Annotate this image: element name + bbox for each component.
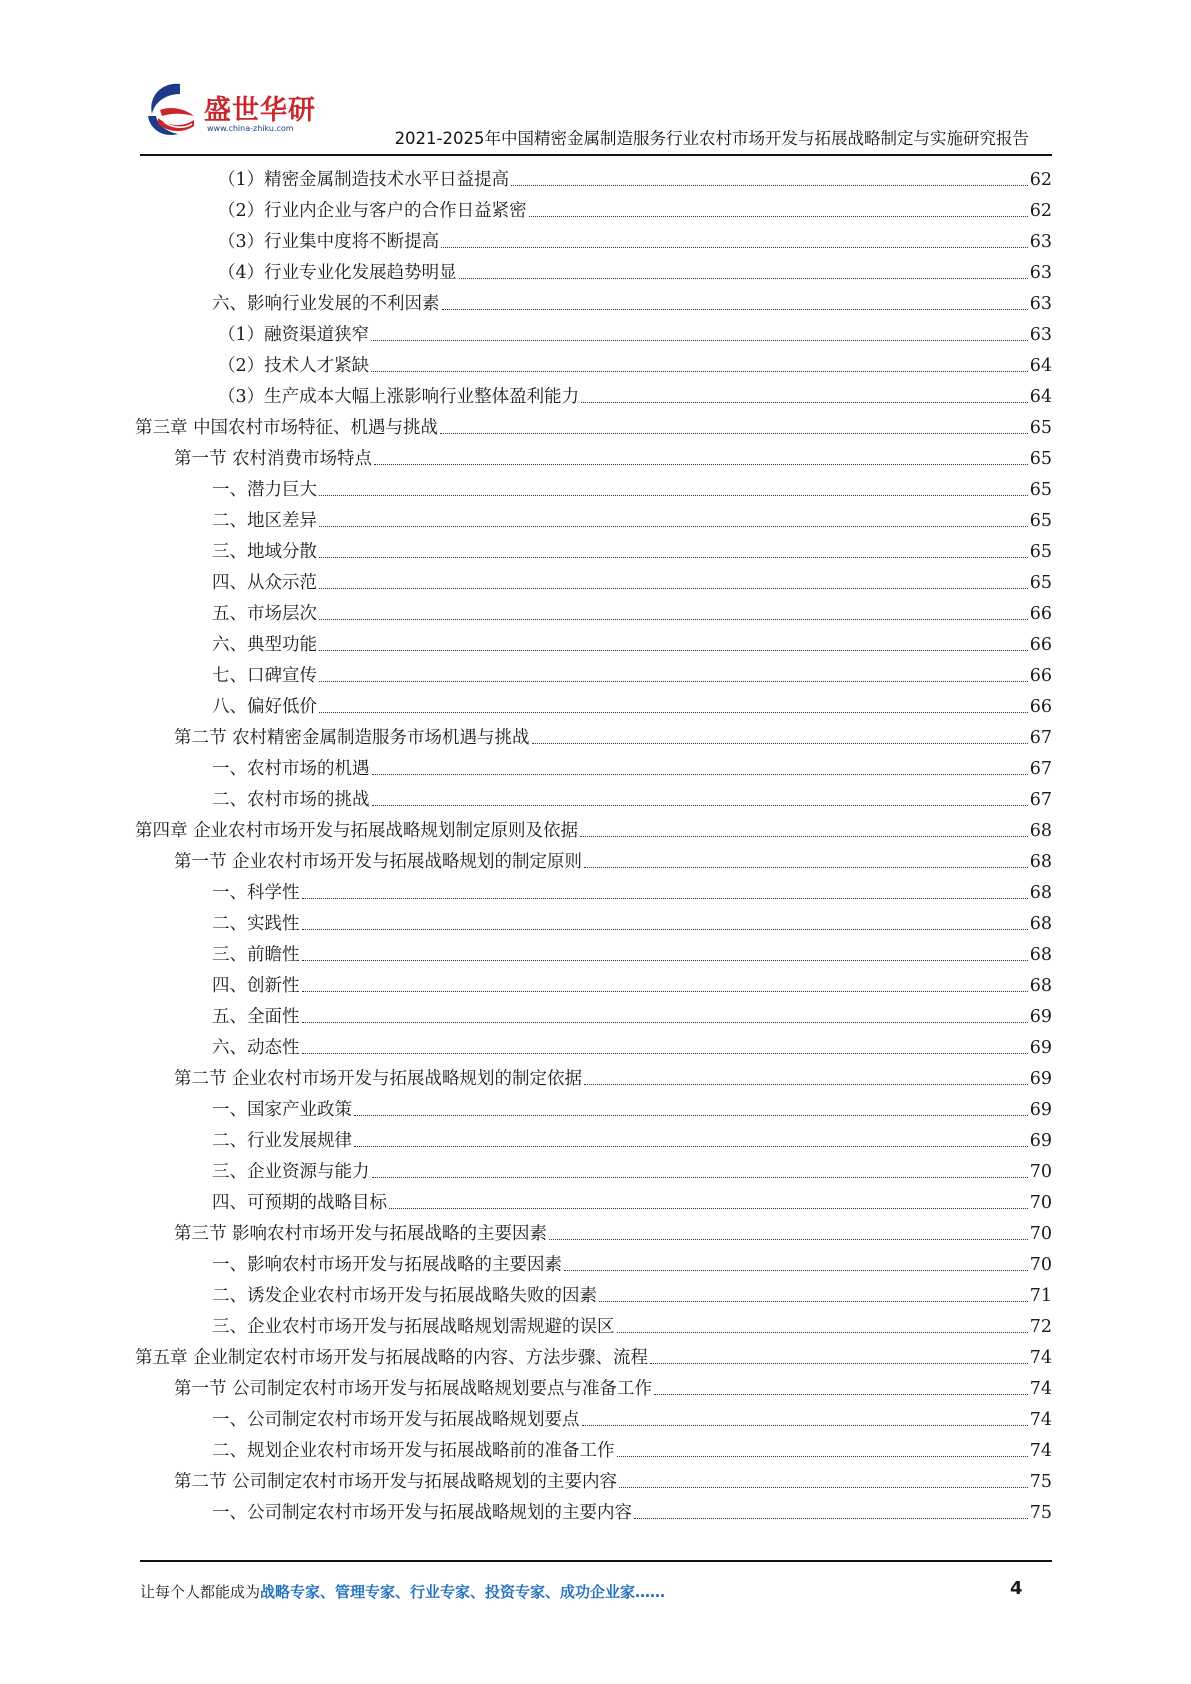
toc-entry-title: 五、全面性 bbox=[212, 1007, 300, 1027]
toc-dot-leader bbox=[584, 1084, 1028, 1085]
toc-entry-page: 68 bbox=[1029, 976, 1052, 996]
toc-entry-title: （3）行业集中度将不断提高 bbox=[218, 232, 440, 252]
toc-entry-page: 65 bbox=[1029, 542, 1052, 562]
toc-dot-leader bbox=[354, 1115, 1028, 1116]
toc-entry[interactable] bbox=[135, 811, 1052, 842]
toc-dot-leader bbox=[511, 185, 1028, 186]
toc-entry[interactable] bbox=[218, 315, 1052, 346]
toc-entry-title: 三、前瞻性 bbox=[212, 945, 300, 965]
toc-entry-page: 68 bbox=[1029, 852, 1052, 872]
toc-entry[interactable] bbox=[212, 594, 1052, 625]
toc-entry-page: 66 bbox=[1029, 635, 1052, 655]
toc-entry[interactable] bbox=[212, 1028, 1052, 1059]
toc-dot-leader bbox=[584, 867, 1028, 868]
logo-url: www.china-zhiku.com bbox=[207, 124, 294, 133]
toc-entry-page: 66 bbox=[1029, 666, 1052, 686]
toc-dot-leader bbox=[650, 1363, 1028, 1364]
page-number: 4 bbox=[1010, 1578, 1023, 1599]
toc-entry-title: 七、口碑宣传 bbox=[212, 666, 317, 686]
toc-dot-leader bbox=[442, 309, 1028, 310]
toc-entry[interactable] bbox=[212, 1276, 1052, 1307]
toc-dot-leader bbox=[634, 1518, 1028, 1519]
toc-entry-page: 65 bbox=[1029, 480, 1052, 500]
toc-entry[interactable] bbox=[212, 935, 1052, 966]
toc-dot-leader bbox=[302, 960, 1028, 961]
logo-mark-icon bbox=[140, 80, 208, 142]
toc-entry[interactable] bbox=[212, 873, 1052, 904]
toc-entry-title: 一、公司制定农村市场开发与拓展战略规划要点 bbox=[212, 1410, 580, 1430]
toc-entry-page: 75 bbox=[1029, 1472, 1052, 1492]
toc-entry[interactable] bbox=[174, 842, 1052, 873]
toc-entry-page: 63 bbox=[1029, 263, 1052, 283]
toc-dot-leader bbox=[302, 929, 1028, 930]
toc-dot-leader bbox=[582, 1425, 1028, 1426]
toc-entry-title: 四、创新性 bbox=[212, 976, 300, 996]
toc-entry-page: 63 bbox=[1029, 232, 1052, 252]
toc-entry-title: 四、从众示范 bbox=[212, 573, 317, 593]
toc-entry-title: 一、影响农村市场开发与拓展战略的主要因素 bbox=[212, 1255, 562, 1275]
toc-dot-leader bbox=[389, 1208, 1028, 1209]
toc-entry-title: 二、行业发展规律 bbox=[212, 1131, 352, 1151]
toc-entry-title: 一、公司制定农村市场开发与拓展战略规划的主要内容 bbox=[212, 1503, 632, 1523]
toc-dot-leader bbox=[302, 991, 1028, 992]
footer-slogan-prefix: 让每个人都能成为 bbox=[140, 1583, 261, 1601]
toc-entry-title: （1）融资渠道狭窄 bbox=[218, 325, 370, 345]
toc-entry-page: 69 bbox=[1029, 1038, 1052, 1058]
toc-entry-title: （1）精密金属制造技术水平日益提高 bbox=[218, 170, 510, 190]
toc-dot-leader bbox=[319, 526, 1028, 527]
toc-entry-page: 63 bbox=[1029, 325, 1052, 345]
toc-dot-leader bbox=[654, 1394, 1028, 1395]
toc-dot-leader bbox=[372, 805, 1028, 806]
toc-entry-title: 二、规划企业农村市场开发与拓展战略前的准备工作 bbox=[212, 1441, 615, 1461]
toc-entry[interactable] bbox=[212, 625, 1052, 656]
toc-entry[interactable] bbox=[135, 408, 1052, 439]
toc-dot-leader bbox=[549, 1239, 1028, 1240]
toc-entry-page: 70 bbox=[1029, 1162, 1052, 1182]
toc-dot-leader bbox=[617, 1332, 1028, 1333]
toc-entry-page: 62 bbox=[1029, 201, 1052, 221]
toc-entry[interactable] bbox=[174, 1369, 1052, 1400]
toc-entry[interactable] bbox=[212, 997, 1052, 1028]
toc-entry[interactable] bbox=[218, 222, 1052, 253]
toc-entry-title: 第二节 企业农村市场开发与拓展战略规划的制定依据 bbox=[174, 1069, 583, 1089]
toc-dot-leader bbox=[319, 495, 1028, 496]
toc-entry-page: 66 bbox=[1029, 697, 1052, 717]
toc-entry-page: 68 bbox=[1029, 821, 1052, 841]
toc-entry-title: 一、国家产业政策 bbox=[212, 1100, 352, 1120]
toc-entry-title: 第五章 企业制定农村市场开发与拓展战略的内容、方法步骤、流程 bbox=[135, 1348, 649, 1368]
toc-entry-title: （4）行业专业化发展趋势明显 bbox=[218, 263, 457, 283]
footer-slogan bbox=[140, 1581, 665, 1602]
toc-dot-leader bbox=[441, 247, 1028, 248]
toc-dot-leader bbox=[529, 216, 1028, 217]
toc-entry[interactable] bbox=[218, 346, 1052, 377]
toc-entry-title: （2）行业内企业与客户的合作日益紧密 bbox=[218, 201, 527, 221]
toc-entry-page: 71 bbox=[1029, 1286, 1052, 1306]
toc-entry-title: （3）生产成本大幅上涨影响行业整体盈利能力 bbox=[218, 387, 580, 407]
toc-dot-leader bbox=[617, 1456, 1028, 1457]
toc-entry[interactable] bbox=[174, 1462, 1052, 1493]
toc-entry[interactable] bbox=[212, 501, 1052, 532]
toc-entry[interactable] bbox=[212, 1152, 1052, 1183]
toc-entry-page: 68 bbox=[1029, 914, 1052, 934]
toc-dot-leader bbox=[302, 1053, 1028, 1054]
toc-entry-title: 第三节 影响农村市场开发与拓展战略的主要因素 bbox=[174, 1224, 548, 1244]
toc-entry[interactable] bbox=[212, 1493, 1052, 1524]
toc-entry-page: 72 bbox=[1029, 1317, 1052, 1337]
toc-entry-title: 三、企业农村市场开发与拓展战略规划需规避的误区 bbox=[212, 1317, 615, 1337]
toc-dot-leader bbox=[459, 278, 1028, 279]
toc-entry-title: 一、潜力巨大 bbox=[212, 480, 317, 500]
toc-dot-leader bbox=[599, 1301, 1028, 1302]
toc-entry[interactable] bbox=[212, 904, 1052, 935]
toc-entry[interactable] bbox=[218, 253, 1052, 284]
toc-entry-title: 第三章 中国农村市场特征、机遇与挑战 bbox=[135, 418, 439, 438]
toc-entry-page: 65 bbox=[1029, 449, 1052, 469]
toc-dot-leader bbox=[374, 464, 1028, 465]
toc-entry-title: 六、典型功能 bbox=[212, 635, 317, 655]
toc-entry-page: 65 bbox=[1029, 418, 1052, 438]
toc-entry-page: 67 bbox=[1029, 728, 1052, 748]
toc-entry-page: 70 bbox=[1029, 1224, 1052, 1244]
toc-entry-page: 74 bbox=[1029, 1441, 1052, 1461]
toc-entry[interactable] bbox=[212, 1121, 1052, 1152]
toc-entry[interactable] bbox=[212, 749, 1052, 780]
toc-entry-page: 68 bbox=[1029, 945, 1052, 965]
toc-entry[interactable] bbox=[174, 1214, 1052, 1245]
footer-divider bbox=[140, 1560, 1052, 1562]
toc-entry[interactable] bbox=[212, 1090, 1052, 1121]
toc-entry[interactable] bbox=[212, 1183, 1052, 1214]
toc-entry-page: 65 bbox=[1029, 573, 1052, 593]
toc-entry-title: 三、地域分散 bbox=[212, 542, 317, 562]
toc-entry-title: 第一节 公司制定农村市场开发与拓展战略规划要点与准备工作 bbox=[174, 1379, 653, 1399]
toc-dot-leader bbox=[319, 619, 1028, 620]
toc-entry-page: 69 bbox=[1029, 1007, 1052, 1027]
toc-entry-page: 62 bbox=[1029, 170, 1052, 190]
toc-entry-title: 二、诱发企业农村市场开发与拓展战略失败的因素 bbox=[212, 1286, 597, 1306]
toc-dot-leader bbox=[302, 898, 1028, 899]
toc-entry-page: 64 bbox=[1029, 356, 1052, 376]
toc-dot-leader bbox=[372, 774, 1028, 775]
toc-entry-page: 67 bbox=[1029, 790, 1052, 810]
toc-entry-title: 六、影响行业发展的不利因素 bbox=[212, 294, 440, 314]
toc-dot-leader bbox=[564, 1270, 1028, 1271]
toc-entry-title: 六、动态性 bbox=[212, 1038, 300, 1058]
toc-dot-leader bbox=[319, 588, 1028, 589]
toc-dot-leader bbox=[302, 1022, 1028, 1023]
logo-title: 盛世华研 bbox=[204, 95, 316, 126]
page-header bbox=[0, 0, 1191, 160]
toc-entry[interactable] bbox=[212, 1245, 1052, 1276]
toc-entry[interactable] bbox=[212, 1307, 1052, 1338]
toc-entry[interactable] bbox=[218, 191, 1052, 222]
toc-entry[interactable] bbox=[212, 966, 1052, 997]
footer-slogan-highlight: 战略专家、管理专家、行业专家、投资专家、成功企业家…… bbox=[260, 1583, 666, 1601]
toc-dot-leader bbox=[319, 681, 1028, 682]
toc-entry-page: 68 bbox=[1029, 883, 1052, 903]
toc-entry[interactable] bbox=[174, 439, 1052, 470]
toc-entry[interactable] bbox=[212, 284, 1052, 315]
company-logo bbox=[140, 80, 320, 150]
toc-entry-title: 三、企业资源与能力 bbox=[212, 1162, 370, 1182]
toc-entry-page: 74 bbox=[1029, 1379, 1052, 1399]
toc-dot-leader bbox=[371, 340, 1028, 341]
toc-entry-page: 74 bbox=[1029, 1410, 1052, 1430]
toc-entry-page: 65 bbox=[1029, 511, 1052, 531]
toc-entry[interactable] bbox=[135, 1338, 1052, 1369]
toc-entry-page: 69 bbox=[1029, 1069, 1052, 1089]
toc-entry-page: 75 bbox=[1029, 1503, 1052, 1523]
toc-dot-leader bbox=[619, 1487, 1028, 1488]
toc-entry-title: （2）技术人才紧缺 bbox=[218, 356, 370, 376]
toc-entry-page: 69 bbox=[1029, 1131, 1052, 1151]
toc-dot-leader bbox=[319, 557, 1028, 558]
report-title: 2021-2025年中国精密金属制造服务行业农村市场开发与拓展战略制定与实施研究报告 bbox=[394, 129, 1029, 148]
toc-entry-title: 第二节 农村精密金属制造服务市场机遇与挑战 bbox=[174, 728, 530, 748]
toc-entry[interactable] bbox=[212, 687, 1052, 718]
toc-entry-title: 二、实践性 bbox=[212, 914, 300, 934]
toc-entry-page: 64 bbox=[1029, 387, 1052, 407]
toc-entry-title: 第一节 企业农村市场开发与拓展战略规划的制定原则 bbox=[174, 852, 583, 872]
toc-dot-leader bbox=[354, 1146, 1028, 1147]
toc-dot-leader bbox=[532, 743, 1028, 744]
toc-dot-leader bbox=[372, 1177, 1028, 1178]
toc-entry-title: 二、农村市场的挑战 bbox=[212, 790, 370, 810]
toc-entry-page: 69 bbox=[1029, 1100, 1052, 1120]
toc-entry[interactable] bbox=[212, 563, 1052, 594]
toc-dot-leader bbox=[581, 402, 1028, 403]
toc-entry-page: 63 bbox=[1029, 294, 1052, 314]
toc-entry-title: 八、偏好低价 bbox=[212, 697, 317, 717]
toc-entry[interactable] bbox=[212, 1431, 1052, 1462]
header-divider bbox=[140, 154, 1052, 156]
toc-entry-title: 一、科学性 bbox=[212, 883, 300, 903]
toc-dot-leader bbox=[319, 712, 1028, 713]
toc-entry[interactable] bbox=[174, 718, 1052, 749]
toc-entry-page: 67 bbox=[1029, 759, 1052, 779]
toc-entry-page: 66 bbox=[1029, 604, 1052, 624]
toc-entry-page: 70 bbox=[1029, 1193, 1052, 1213]
toc-entry-title: 二、地区差异 bbox=[212, 511, 317, 531]
toc-entry[interactable] bbox=[174, 1059, 1052, 1090]
toc-entry[interactable] bbox=[212, 470, 1052, 501]
toc-entry[interactable] bbox=[212, 1400, 1052, 1431]
toc-entry[interactable] bbox=[212, 780, 1052, 811]
toc-dot-leader bbox=[371, 371, 1028, 372]
toc-entry-title: 第四章 企业农村市场开发与拓展战略规划制定原则及依据 bbox=[135, 821, 579, 841]
toc-entry-title: 五、市场层次 bbox=[212, 604, 317, 624]
toc-dot-leader bbox=[319, 650, 1028, 651]
toc-entry[interactable] bbox=[218, 160, 1052, 191]
toc-entry-title: 第一节 农村消费市场特点 bbox=[174, 449, 373, 469]
toc-entry[interactable] bbox=[218, 377, 1052, 408]
toc-entry-title: 一、农村市场的机遇 bbox=[212, 759, 370, 779]
toc-entry-title: 第二节 公司制定农村市场开发与拓展战略规划的主要内容 bbox=[174, 1472, 618, 1492]
toc-dot-leader bbox=[580, 836, 1028, 837]
toc-dot-leader bbox=[440, 433, 1028, 434]
toc-entry-page: 70 bbox=[1029, 1255, 1052, 1275]
toc-entry-title: 四、可预期的战略目标 bbox=[212, 1193, 387, 1213]
toc-entry[interactable] bbox=[212, 532, 1052, 563]
toc-entry-page: 74 bbox=[1029, 1348, 1052, 1368]
toc-entry[interactable] bbox=[212, 656, 1052, 687]
